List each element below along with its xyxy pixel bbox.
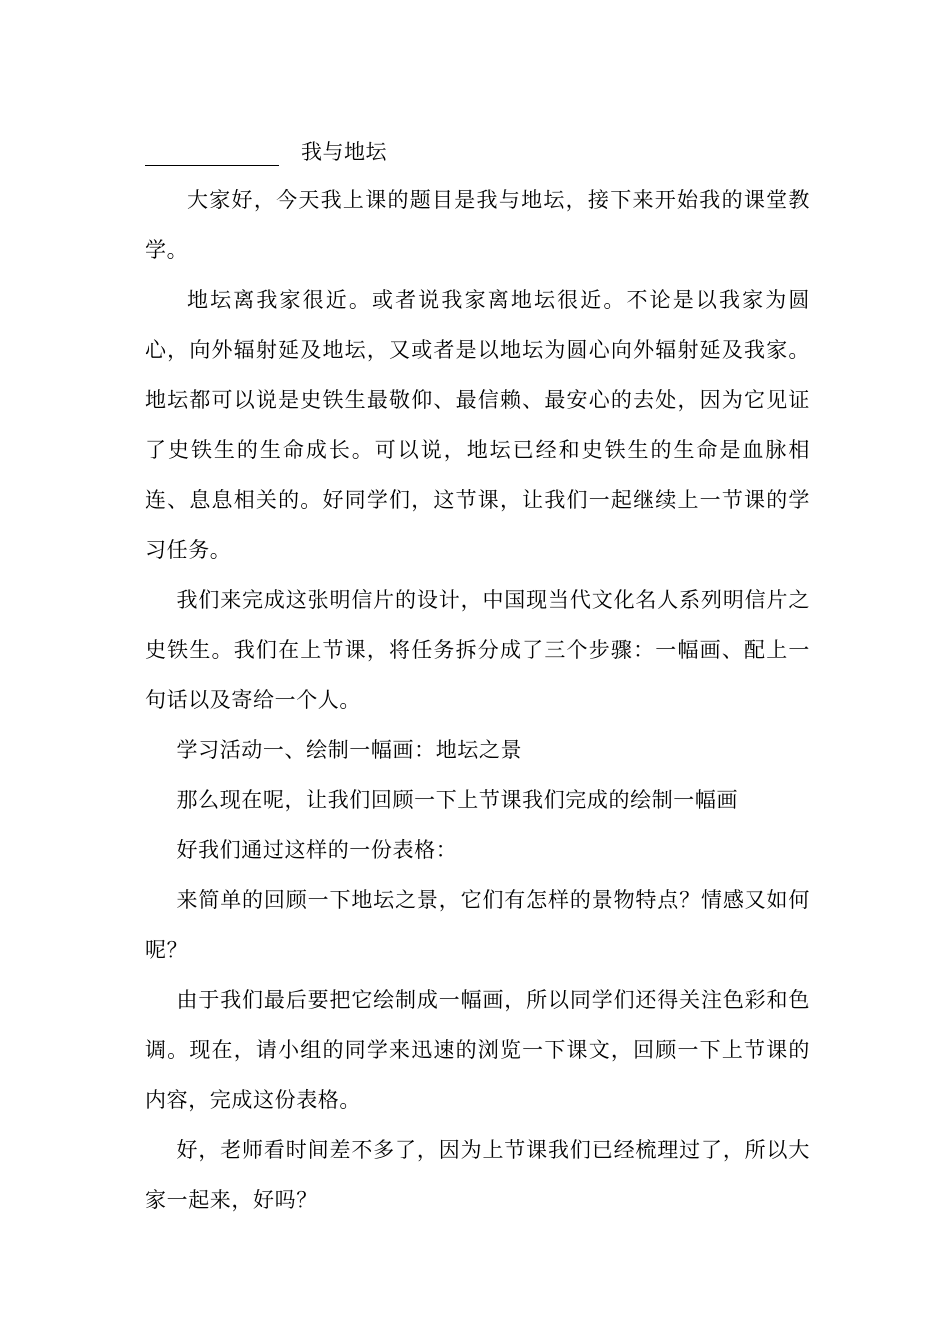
paragraph-intro: 大家好，今天我上课的题目是我与地坛，接下来开始我的课堂教学。: [145, 188, 810, 262]
paragraph-scenery: 来简单的回顾一下地坛之景，它们有怎样的景物特点？情感又如何呢？: [145, 888, 810, 962]
paragraph-table: 好我们通过这样的一份表格：: [176, 838, 458, 862]
paragraph-color: 由于我们最后要把它绘制成一幅画，所以同学们还得关注色彩和色调。现在，请小组的同学来迅速的浏览一下课文，回顾一下上节课的内容，完成这份表格。: [145, 988, 810, 1112]
document-body: [145, 175, 810, 1225]
paragraph-activity-heading: 学习活动一、绘制一幅画：地坛之景: [176, 738, 523, 762]
document-title: 我与地坛: [301, 140, 387, 164]
paragraph-ditan: 地坛离我家很近。或者说我家离地坛很近。不论是以我家为圆心，向外辐射延及地坛，又或者是以地坛为圆心向外辐射延及我家。地坛都可以说是史铁生最敬仰、最信赖、最安心的去处，因为它见证了史铁生的生命成长。可以说，地坛已经和史铁生的生命是血脉相连、息息相关的。好同学们，这节课，让我们一起继续上一节课的学习任务。: [145, 288, 810, 562]
paragraph-postcard: 我们来完成这张明信片的设计，中国现当代文化名人系列明信片之史铁生。我们在上节课，将任务拆分成了三个步骤：一幅画、配上一句话以及寄给一个人。: [145, 588, 810, 712]
paragraph-review: 那么现在呢，让我们回顾一下上节课我们完成的绘制一幅画: [176, 788, 739, 812]
paragraph-together: 好，老师看时间差不多了，因为上节课我们已经梳理过了，所以大家一起来，好吗？: [145, 1138, 810, 1212]
title-blank-line: [145, 139, 279, 166]
title-row: [145, 132, 387, 172]
